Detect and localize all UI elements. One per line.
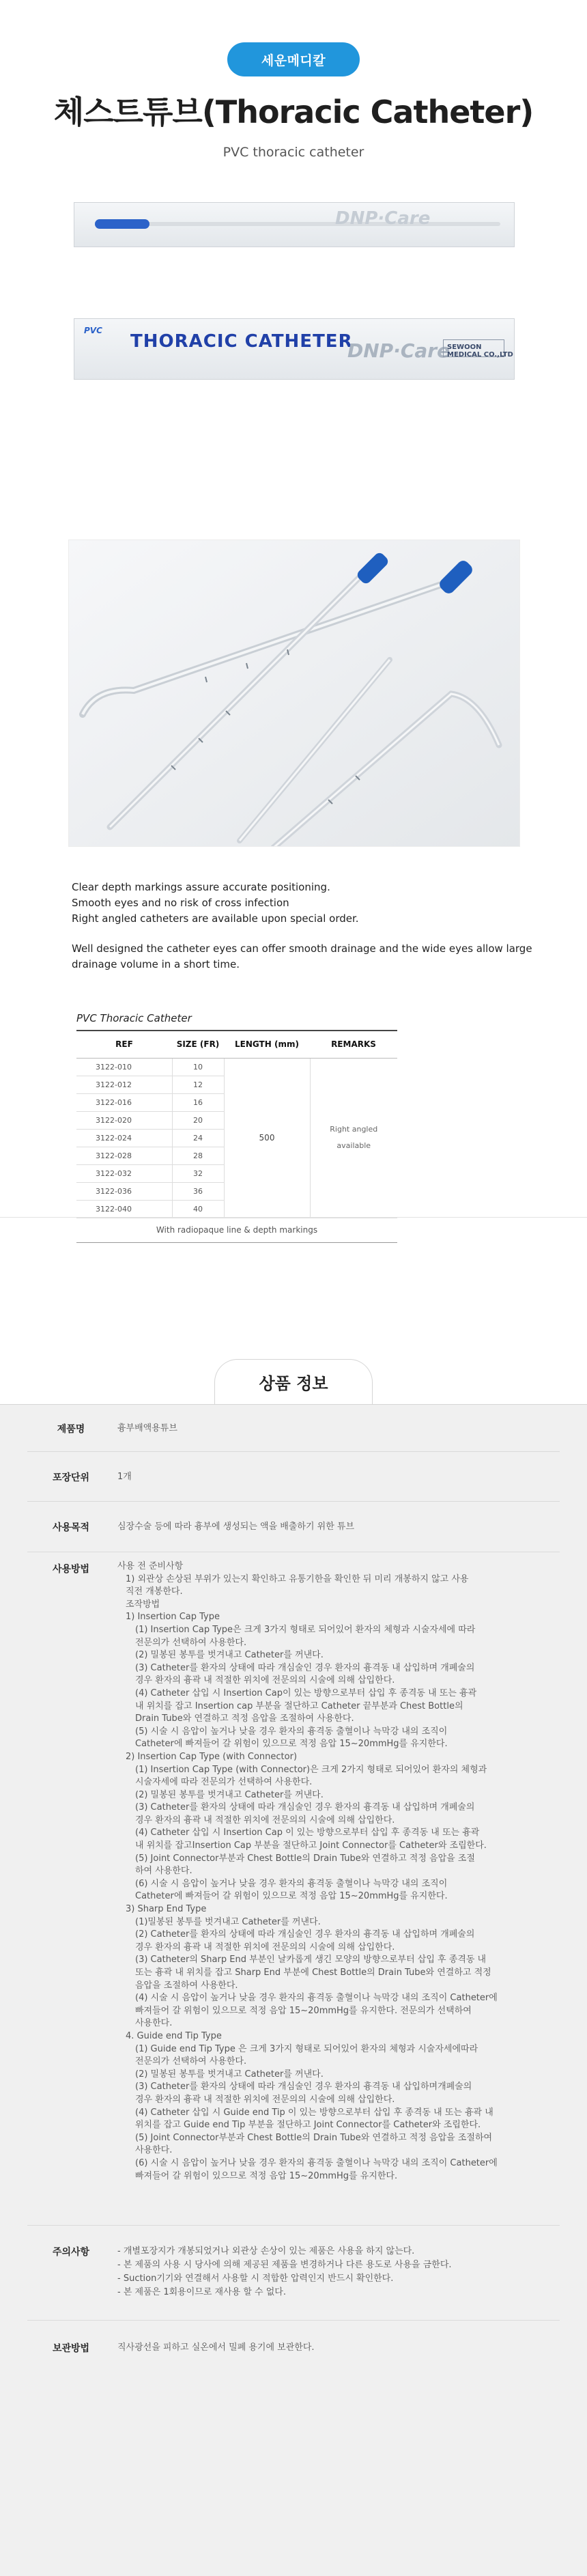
package-mark: DNP·Care — [347, 339, 450, 362]
table-header-row — [76, 1031, 397, 1058]
feature-list — [72, 880, 359, 927]
usage-line: (2) 밀봉된 봉투를 벗겨내고 Catheter를 꺼낸다. — [135, 1650, 324, 1661]
info-row-usage — [27, 1552, 560, 2226]
usage-line: 전문의가 선택하여 사용한다. — [135, 2056, 247, 2067]
remarks-cell — [310, 1058, 397, 1218]
usage-line: (4) 시술 시 음압이 높거나 낮을 경우 환자의 흉격동 출혈이나 늑막강 내의 조직이 Catheter에 — [135, 1993, 498, 2004]
table-footnote: With radiopaque line & depth markings — [76, 1218, 397, 1242]
column-header-remarks: REMARKS — [310, 1031, 397, 1058]
usage-line: (3) Catheter를 환자의 상태에 따라 개심술인 경우 환자의 흉격동 내 삽입하며 개폐술의 — [135, 1802, 475, 1813]
caution-line: - 개별포장지가 개봉되었거나 외관상 손상이 있는 제품은 사용을 하지 않는다. — [117, 2246, 415, 2256]
size-cell: 36 — [172, 1182, 224, 1200]
info-value: 직사광선을 피하고 실온에서 밀폐 용기에 보관한다. — [117, 2342, 315, 2353]
usage-instructions — [117, 1560, 554, 2183]
usage-line: (3) Catheter를 환자의 상태에 따라 개심술인 경우 환자의 흉격동 내 삽입하며개폐술의 — [135, 2082, 472, 2092]
column-header-length: LENGTH (mm) — [224, 1031, 310, 1058]
usage-line: 음압을 조절하여 사용한다. — [135, 1980, 238, 1991]
feature-line: Right angled catheters are available upon special order. — [72, 912, 359, 925]
size-cell: 20 — [172, 1111, 224, 1129]
usage-line: 경우 환자의 흉곽 내 적절한 위치에 전문의의 시술에 의해 삽입한다. — [135, 2094, 395, 2105]
info-row-name — [27, 1405, 560, 1452]
feature-line: Smooth eyes and no risk of cross infection — [72, 897, 289, 909]
info-label: 주의사항 — [52, 2247, 90, 2258]
info-row-caution — [27, 2226, 560, 2321]
usage-line: (3) Catheter의 Sharp End 부분인 날카롭게 생긴 모양의 방향으로부터 삽입 후 종격동 내 — [135, 1955, 487, 1965]
usage-line: 조작방법 — [126, 1599, 160, 1610]
usage-line: 경우 환자의 흉곽 내 적절한 위치에 전문의의 시술에 의해 삽입한다. — [135, 1942, 395, 1952]
package-brand: PVC — [84, 326, 102, 335]
usage-line: (4) Catheter 삽입 시 Insertion Cap 이 있는 방향으로부터 삽입 후 종격동 내 또는 흉곽 — [135, 1828, 480, 1838]
info-row-storage — [27, 2321, 560, 2375]
remarks-line: available — [337, 1141, 371, 1150]
info-label: 사용목적 — [52, 1522, 90, 1533]
usage-line: 4. Guide end Tip Type — [126, 2030, 222, 2041]
usage-line: (1) Insertion Cap Type (with Connector)은 크게 2가지 형태로 되어있어 환자의 체형과 — [135, 1764, 487, 1775]
usage-line: (2) 밀봉된 봉투를 벗겨내고 Catheter를 꺼낸다. — [135, 2069, 324, 2080]
usage-line: 빠져들어 갈 위험이 있으므로 적정 음압 15~20mmHg를 유지한다. — [135, 2170, 398, 2181]
usage-line: 전문의가 선택하여 사용한다. — [135, 1637, 247, 1648]
info-value: 1개 — [117, 1472, 132, 1482]
info-row-unit — [27, 1452, 560, 1502]
length-cell: 500 — [224, 1058, 310, 1218]
brand-badge: 세운메디칼 — [227, 42, 360, 76]
usage-line: (6) 시술 시 음압이 높거나 낮을 경우 환자의 흉격동 출혈이나 늑막강 내의 조직이 Catheter에 — [135, 2157, 498, 2168]
usage-line: 또는 흉곽 내 위치를 잡고 Sharp End 부분에 Chest Bottle의 Drain Tube와 연결하고 적정 — [135, 1968, 491, 1978]
column-header-size: SIZE (FR) — [172, 1031, 224, 1058]
info-label: 제품명 — [57, 1424, 85, 1435]
spec-table — [76, 1030, 397, 1243]
ref-cell: 3122-020 — [76, 1111, 172, 1129]
info-value: 흉부배액용튜브 — [117, 1423, 177, 1433]
ref-cell: 3122-028 — [76, 1147, 172, 1164]
usage-line: (2) Catheter를 환자의 상태에 따라 개심술인 경우 환자의 흉격동 내 삽입하며 개폐술의 — [135, 1929, 475, 1940]
usage-line: (1) Guide end Tip Type 은 크게 3가지 형태로 되어있어 환자의 체형과 시술자세에따라 — [135, 2043, 478, 2054]
page-title: 체스트튜브(Thoracic Catheter) — [53, 94, 534, 130]
usage-line: Drain Tube와 연결하고 적정 음압을 조절하여 사용한다. — [135, 1713, 354, 1724]
tube-shadow — [136, 222, 500, 226]
package-product-label: THORACIC CATHETER — [130, 331, 353, 352]
info-label: 보관방법 — [52, 2343, 90, 2354]
ref-cell: 3122-012 — [76, 1076, 172, 1093]
usage-line: 1) 외관상 손상된 부위가 있는지 확인하고 유통기한을 확인한 뒤 미리 개봉하지 않고 사용 — [126, 1573, 469, 1584]
ref-cell: 3122-024 — [76, 1129, 172, 1147]
catheter-photo — [68, 540, 520, 847]
usage-line: 위치를 잡고 Guide end Tip 부분을 절단하고 Joint Connector를 Catheter와 조립한다. — [135, 2120, 481, 2131]
feature-line: Well designed the catheter eyes can offer smooth drainage and the wide eyes allow large — [72, 942, 532, 955]
usage-line: (1)밀봉된 봉투를 벗겨내고 Catheter를 꺼낸다. — [135, 1916, 321, 1927]
usage-line: 시술자세에 따라 전문의가 선택하여 사용한다. — [135, 1777, 313, 1788]
spec-table-caption: PVC Thoracic Catheter — [76, 1012, 192, 1024]
package-mark: DNP·Care — [335, 208, 431, 229]
product-info-heading: 상품 정보 — [214, 1359, 373, 1404]
package-image-front — [74, 318, 515, 380]
product-info-section — [0, 1404, 587, 2576]
usage-line: (3) Catheter를 환자의 상태에 따라 개심술인 경우 환자의 흉격동 내 삽입하며 개폐술의 — [135, 1662, 475, 1673]
usage-line: (5) 시술 시 음압이 높거나 낮을 경우 환자의 흉격동 출혈이나 늑막강 내의 조직이 — [135, 1726, 448, 1737]
size-cell: 28 — [172, 1147, 224, 1164]
size-cell: 24 — [172, 1129, 224, 1147]
usage-line: 3) Sharp End Type — [126, 1904, 207, 1915]
usage-line: 2) Insertion Cap Type (with Connector) — [126, 1751, 298, 1762]
usage-line: 사용 전 준비사항 — [117, 1561, 184, 1571]
page-subtitle: PVC thoracic catheter — [223, 145, 364, 160]
package-image-back — [74, 202, 515, 247]
info-label: 포장단위 — [52, 1472, 90, 1483]
usage-line: (4) Catheter 삽입 시 Insertion Cap이 있는 방향으로부터 삽입 후 종격동 내 또는 흉곽 — [135, 1688, 477, 1698]
feature-line: drainage volume in a short time. — [72, 958, 240, 970]
usage-line: (6) 시술 시 음압이 높거나 낮을 경우 환자의 흉격동 출혈이나 늑막강 내의 조직이 — [135, 1878, 448, 1889]
usage-line: 빠져들어 갈 위험이 있으므로 적정 음압 15~20mmHg를 유지한다. 전문의가 선택하여 — [135, 2005, 472, 2016]
info-value: 심장수술 등에 따라 흉부에 생성되는 액을 배출하기 위한 튜브 — [117, 1522, 355, 1532]
catheter-illustration — [69, 540, 520, 847]
usage-line: Catheter에 빠져들어 갈 위험이 있으므로 적정 음압 15~20mmHg를 유지한다. — [135, 1891, 448, 1902]
usage-line: 경우 환자의 흉곽 내 적절한 위치에 전문의의 시술에 의해 삽입한다. — [135, 1675, 395, 1686]
size-cell: 12 — [172, 1076, 224, 1093]
size-cell: 32 — [172, 1164, 224, 1182]
caution-line: - 본 제품의 사용 시 당사에 의해 제공된 제품을 변경하거나 다른 용도로 사용을 금한다. — [117, 2260, 452, 2270]
usage-line: (1) Insertion Cap Type은 크게 3가지 형태로 되어있어 환자의 체형과 시술자세에 따라 — [135, 1624, 476, 1635]
drainage-description — [72, 941, 532, 972]
ref-cell: 3122-016 — [76, 1093, 172, 1111]
ref-cell: 3122-036 — [76, 1182, 172, 1200]
usage-line: 내 위치를 잡고 Insertion cap 부분을 절단하고 Catheter 끝부분과 Chest Bottle의 — [135, 1700, 463, 1711]
remarks-line: Right angled — [330, 1125, 378, 1134]
usage-line: 경우 환자의 흉곽 내 적절한 위치에 전문의의 시술에 의해 삽입한다. — [135, 1815, 395, 1825]
ref-cell: 3122-010 — [76, 1058, 172, 1076]
catheter-cap — [95, 219, 149, 229]
usage-line: (2) 밀봉된 봉투를 벗겨내고 Catheter를 꺼낸다. — [135, 1789, 324, 1800]
usage-line: Catheter에 빠져들어 갈 위험이 있으므로 적정 음압 15~20mmHg를 유지한다. — [135, 1739, 448, 1750]
usage-line: (5) Joint Connector부분과 Chest Bottle의 Drain Tube와 연결하고 적정 음압을 조절하여 — [135, 2132, 493, 2143]
size-cell: 10 — [172, 1058, 224, 1076]
column-header-ref: REF — [76, 1031, 172, 1058]
table-row — [76, 1058, 397, 1076]
usage-line: 1) Insertion Cap Type — [126, 1612, 220, 1623]
usage-line: 하여 사용한다. — [135, 1866, 192, 1877]
size-cell: 40 — [172, 1200, 224, 1218]
usage-line: 직전 개봉한다. — [126, 1586, 183, 1597]
usage-line: (5) Joint Connector부분과 Chest Bottle의 Drain Tube와 연결하고 적정 음압을 조절 — [135, 1853, 475, 1864]
size-cell: 16 — [172, 1093, 224, 1111]
info-row-purpose — [27, 1502, 560, 1552]
feature-line: Clear depth markings assure accurate positioning. — [72, 881, 330, 893]
caution-line: - 본 제품은 1회용이므로 재사용 할 수 없다. — [117, 2287, 286, 2297]
caution-list — [117, 2245, 554, 2299]
package-maker: SEWOON MEDICAL CO.,LTD — [447, 344, 513, 359]
ref-cell: 3122-032 — [76, 1164, 172, 1182]
section-divider — [0, 1217, 587, 1218]
usage-line: 사용한다. — [135, 2018, 173, 2029]
table-footer-row — [76, 1218, 397, 1242]
usage-line: 사용한다. — [135, 2145, 173, 2156]
caution-line: - Suction기기와 연결해서 사용할 시 적합한 압력인지 반드시 확인한다. — [117, 2273, 394, 2284]
info-label: 사용방법 — [52, 1564, 90, 1575]
usage-line: (4) Catheter 삽입 시 Guide end Tip 이 있는 방향으로부터 삽입 후 종격동 내 또는 흉곽 내 — [135, 2107, 493, 2118]
ref-cell: 3122-040 — [76, 1200, 172, 1218]
usage-line: 내 위치를 잡고Insertion Cap 부분을 절단하고 Joint Connector를 Catheter와 조립한다. — [135, 1840, 487, 1851]
